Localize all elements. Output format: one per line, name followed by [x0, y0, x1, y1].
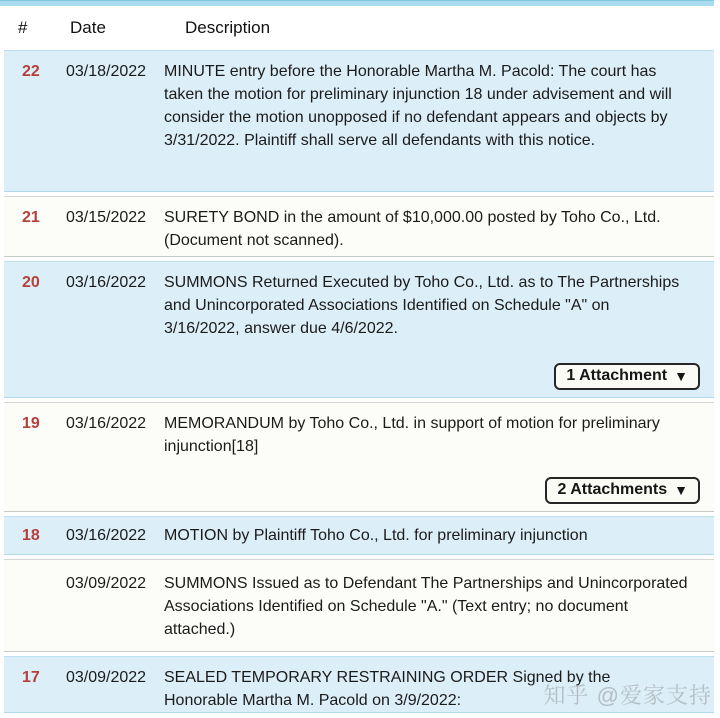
entry-date: 03/09/2022: [66, 669, 147, 686]
entry-description: MINUTE entry before the Honorable Martha M. Pacold: The court has taken the motion for preliminary injunction 18 under advisement and will consider the motion unopposed if no defendant appears and objects by 3/31/2022. Plaintiff shall serve all defendants with this notice.: [164, 63, 672, 149]
entry-date: 03/18/2022: [66, 63, 147, 80]
docket-row: [4, 261, 714, 398]
entry-date: 03/16/2022: [66, 274, 147, 291]
attachments-button-label: 2 Attachments: [557, 481, 668, 498]
entry-date: 03/09/2022: [66, 575, 147, 592]
entry-number: 21: [22, 209, 40, 226]
entry-description: MEMORANDUM by Toho Co., Ltd. in support of motion for preliminary injunction[18]: [164, 415, 660, 455]
entry-date: 03/16/2022: [66, 415, 147, 432]
entry-description: SUMMONS Issued as to Defendant The Partnerships and Unincorporated Associations Identified on Schedule "A." (Text entry; no document attached.): [164, 575, 688, 638]
docket-row: [4, 50, 714, 192]
entry-number: 22: [22, 63, 40, 80]
entry-description: SEALED TEMPORARY RESTRAINING ORDER Signed by the Honorable Martha M. Pacold on 3/9/2022:: [164, 669, 611, 709]
docket-table-header: [0, 6, 720, 50]
attachments-button-label: 1 Attachment: [566, 367, 668, 384]
watermark-text: 知乎 @爱家支持: [543, 683, 712, 708]
entry-description: MOTION by Plaintiff Toho Co., Ltd. for preliminary injunction: [164, 527, 588, 544]
entry-number: 17: [22, 669, 40, 686]
docket-row: [4, 516, 714, 555]
entry-number: 20: [22, 274, 40, 291]
entry-date: 03/15/2022: [66, 209, 147, 226]
entry-description: SUMMONS Returned Executed by Toho Co., Ltd. as to The Partnerships and Unincorporated Associations Identified on Schedule "A" on 3/16/2022, answer due 4/6/2022.: [164, 274, 680, 337]
entry-number: 19: [22, 415, 40, 432]
attachments-button[interactable]: [554, 363, 700, 390]
column-header-number: #: [18, 18, 28, 37]
docket-row: [4, 402, 714, 512]
entry-number: 18: [22, 527, 40, 544]
column-header-description: Description: [185, 18, 271, 37]
entry-number: [22, 572, 66, 645]
entry-description: SURETY BOND in the amount of $10,000.00 posted by Toho Co., Ltd. (Document not scanned).: [164, 209, 661, 249]
docket-row: [4, 656, 714, 713]
chevron-down-icon: ▼: [674, 368, 688, 384]
docket-row: [4, 559, 714, 652]
chevron-down-icon: ▼: [674, 482, 688, 498]
column-header-date: Date: [70, 18, 106, 37]
entry-date: 03/16/2022: [66, 527, 147, 544]
docket-row: [4, 196, 714, 257]
attachments-button[interactable]: [545, 477, 700, 504]
docket-entry-list: [4, 50, 714, 713]
